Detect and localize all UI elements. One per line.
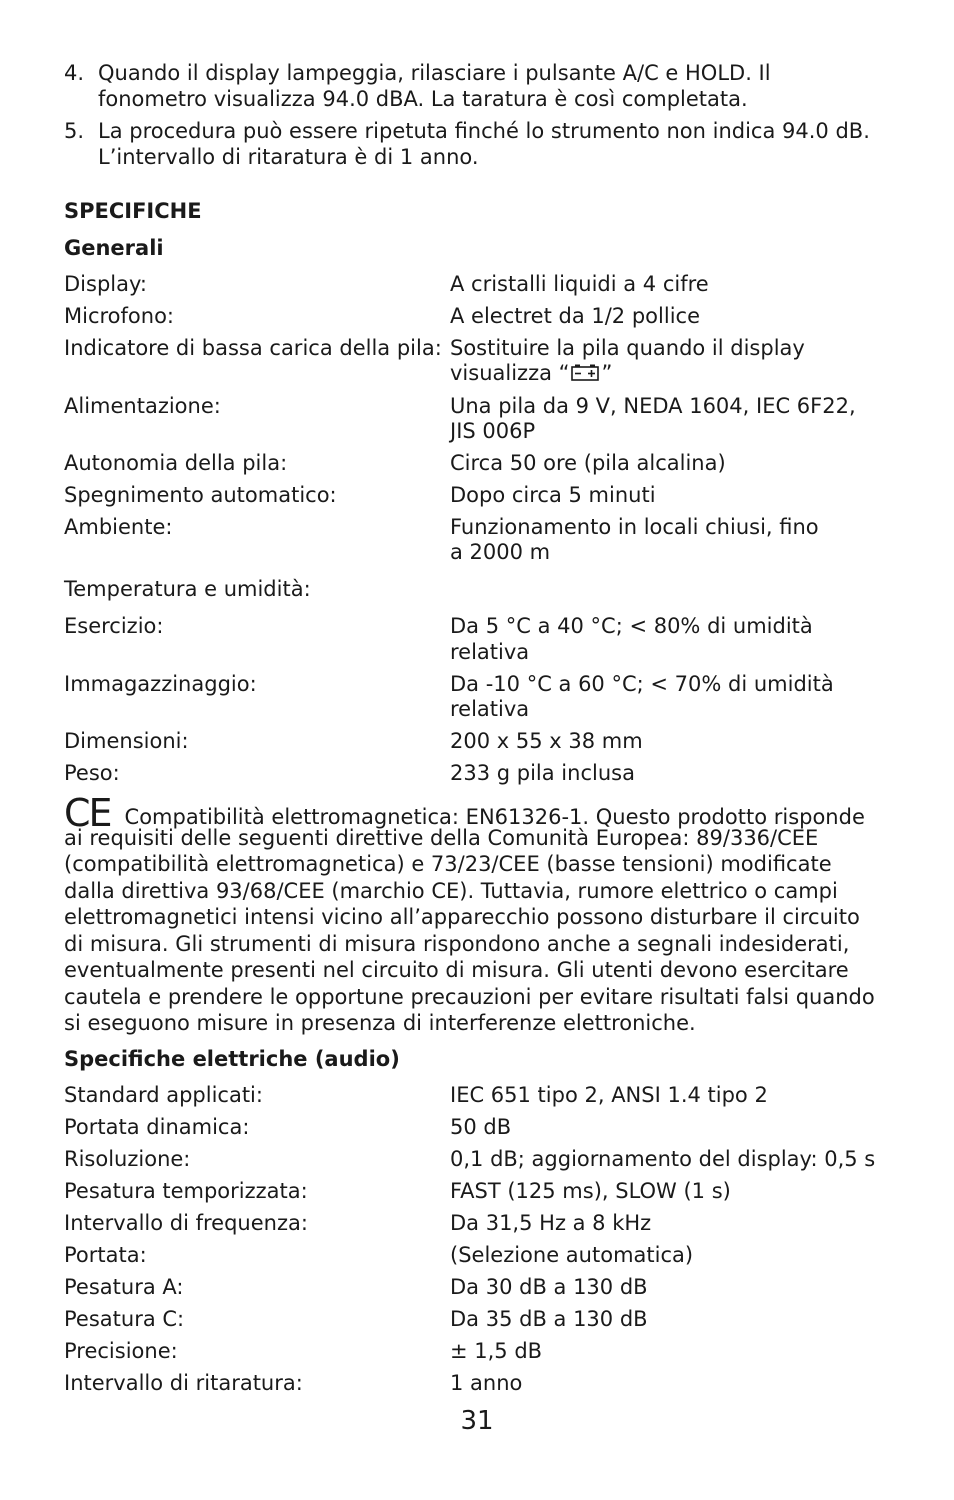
spec-value-line: Sostituire la pila quando il display [450,336,805,360]
spec-label: Microfono: [64,304,174,328]
spec-label: Portata dinamica: [64,1114,250,1139]
spec-value-line: JIS 006P [450,419,536,443]
ce-line: ai requisiti delle seguenti direttive della Comunità Europea: 89/336/CEE [64,825,819,850]
spec-row-recalibration [64,1370,894,1396]
general-heading: Generali [64,236,164,260]
spec-value: 50 dB [450,1114,512,1139]
ce-compliance-paragraph [64,791,894,1037]
spec-value: ± 1,5 dB [450,1338,543,1363]
spec-value-text: ” [601,361,613,385]
spec-row-standards [64,1082,894,1108]
step-text-line: L’intervallo di ritaratura è di 1 anno. [98,145,479,169]
step-text [98,60,894,112]
spec-row-accuracy [64,1338,894,1364]
spec-value-line: a 2000 m [450,540,551,564]
spec-label: Precisione: [64,1338,178,1363]
spec-label: Intervallo di ritaratura: [64,1370,303,1395]
spec-label: Dimensioni: [64,729,189,753]
spec-row-dynamic-range [64,1114,894,1140]
step-text-line: fonometro visualizza 94.0 dBA. La taratura è così completata. [98,87,748,111]
spec-label: Alimentazione: [64,394,221,418]
ce-line: (compatibilità elettromagnetica) e 73/23/CEE (basse tensioni) modificate [64,852,832,876]
spec-row-auto-off [64,482,894,508]
spec-value: 200 x 55 x 38 mm [450,729,643,753]
battery-icon [571,362,601,387]
ce-line: cautela e prendere le opportune precauzioni per evitare risultati falsi quando [64,984,875,1009]
spec-row-temp-humidity [64,576,894,602]
spec-value: Da 35 dB a 130 dB [450,1306,648,1331]
spec-value-line: relativa [450,697,530,721]
spec-value: Circa 50 ore (pila alcalina) [450,451,726,475]
spec-label: Pesatura temporizzata: [64,1178,308,1203]
spec-label: Risoluzione: [64,1146,191,1171]
spec-value: Dopo circa 5 minuti [450,483,656,507]
spec-value: (Selezione automatica) [450,1242,694,1267]
spec-label: Pesatura C: [64,1306,185,1331]
spec-row-weight [64,760,894,786]
spec-label: Ambiente: [64,515,173,539]
step-text [98,118,894,170]
spec-label: Esercizio: [64,614,164,638]
spec-row-environment [64,514,894,565]
spec-value-line: Una pila da 9 V, NEDA 1604, IEC 6F22, [450,394,856,418]
spec-row-resolution [64,1146,894,1172]
ce-line: di misura. Gli strumenti di misura rispondono anche a segnali indesiderati, [64,931,850,956]
spec-row-display [64,271,894,297]
spec-value: 1 anno [450,1370,523,1395]
spec-value: Da 31,5 Hz a 8 kHz [450,1210,652,1235]
spec-value: IEC 651 tipo 2, ANSI 1.4 tipo 2 [450,1082,768,1107]
spec-value: A cristalli liquidi a 4 cifre [450,272,709,296]
ce-line: si eseguono misure in presenza di interferenze elettroniche. [64,1011,696,1035]
spec-label: Intervallo di frequenza: [64,1210,308,1235]
spec-value: Da 5 °C a 40 °C; < 80% di umidità relativa [450,614,813,664]
spec-row-time-weighting [64,1178,894,1204]
ce-text: Compatibilità elettromagnetica: EN61326-1. Questo prodotto risponde [124,805,865,829]
spec-label: Autonomia della pila: [64,451,288,475]
spec-value: FAST (125 ms), SLOW (1 s) [450,1178,731,1203]
spec-label: Indicatore di bassa carica della pila: [64,336,442,360]
spec-value: 233 g pila inclusa [450,761,635,785]
step-4 [64,60,894,112]
spec-row-frequency-range [64,1210,894,1236]
step-number: 4. [64,61,85,85]
spec-row-c-weighting [64,1306,894,1332]
manual-page [64,60,894,1402]
spec-row-dimensions [64,728,894,754]
spec-label: Temperatura e umidità: [64,577,311,601]
spec-row-low-battery [64,335,894,387]
spec-value-line: Funzionamento in locali chiusi, fino [450,515,819,539]
spec-row-power [64,393,894,444]
electrical-specs [64,1082,894,1396]
page-number: 31 [460,1406,494,1436]
ce-line: elettromagnetici intensi vicino all’apparecchio possono disturbare il circuito [64,905,860,929]
spec-value [450,393,894,444]
step-text-line: La procedura può essere ripetuta finché lo strumento non indica 94.0 dB. [98,119,870,143]
spec-label: Spegnimento automatico: [64,483,337,507]
spec-value-line [450,361,894,387]
spec-value [450,671,894,722]
spec-label: Standard applicati: [64,1082,263,1107]
spec-value-text: visualizza “ [450,361,570,385]
step-number: 5. [64,119,85,143]
spec-value: A electret da 1/2 pollice [450,304,700,328]
spec-value [450,514,894,565]
spec-label: Pesatura A: [64,1274,184,1299]
spec-label: Display: [64,272,147,296]
ce-mark-icon: CE [64,791,111,835]
spec-row-microphone [64,303,894,329]
spec-row-battery-life [64,450,894,476]
spec-value: Da 30 dB a 130 dB [450,1274,648,1299]
spec-row-operating [64,613,894,665]
spec-label: Immagazzinaggio: [64,672,257,696]
step-5 [64,118,894,170]
spec-row-a-weighting [64,1274,894,1300]
spec-row-storage [64,671,894,722]
spec-value [450,335,894,387]
spec-value-line: Da -10 °C a 60 °C; < 70% di umidità [450,672,834,696]
electrical-heading: Specifiche elettriche (audio) [64,1046,400,1071]
ce-line: eventualmente presenti nel circuito di misura. Gli utenti devono esercitare [64,958,849,982]
spec-label: Peso: [64,761,120,785]
ce-line: dalla direttiva 93/68/CEE (marchio CE). Tuttavia, rumore elettrico o campi [64,878,838,903]
step-text-line: Quando il display lampeggia, rilasciare i pulsante A/C e HOLD. Il [98,61,771,85]
spec-value: 0,1 dB; aggiornamento del display: 0,5 s [450,1146,876,1171]
spec-row-range [64,1242,894,1268]
specs-heading: SPECIFICHE [64,199,202,223]
spec-label: Portata: [64,1242,147,1267]
